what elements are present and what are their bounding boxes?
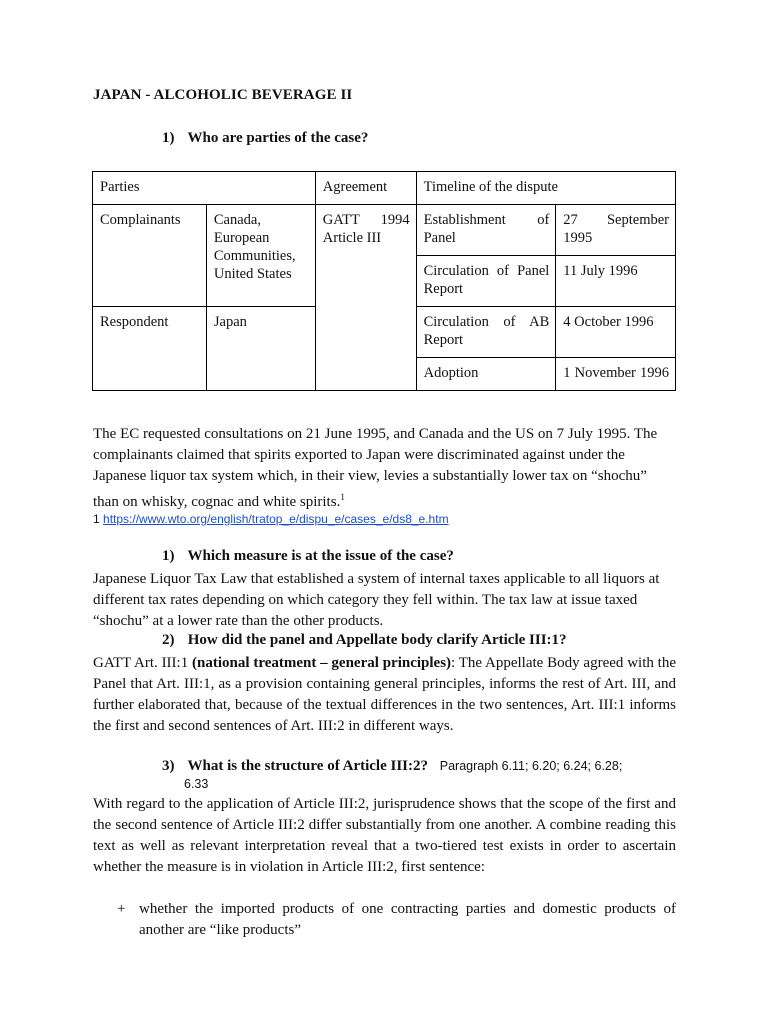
question-number: 3) [162,758,175,774]
timeline-date: 11 July 1996 [556,256,676,307]
measure-paragraph: Japanese Liquor Tax Law that established a system of internal taxes applicable to all liquors at different tax rates depending on which category they fell within. The tax law at issue taxed “shochu” at a lower rate than the other products. [93,571,660,629]
timeline-date: 1 November 1996 [556,358,676,391]
header-timeline: Timeline of the dispute [416,172,675,205]
agreement-value: GATT 1994 Article III [315,205,416,391]
header-parties: Parties [93,172,316,205]
question-number: 1) [162,130,175,146]
header-agreement: Agreement [315,172,416,205]
timeline-date: 27 September 1995 [556,205,676,256]
question-text: Who are parties of the case? [187,130,369,146]
respondent-value: Japan [206,307,315,391]
paragraph-body: : The Appellate Body agreed with the Panel that Art. III:1, as a provision containing general principles, informs the rest of Art. III, and further elaborated that, because of the textual differences in the two sentences, Art. III:1 informs the first and second sentences of Art. III:2 in different ways. [93,655,676,734]
parties-table [92,171,676,391]
article-iii-1-paragraph [93,653,676,737]
timeline-date: 4 October 1996 [556,307,676,358]
timeline-event: Adoption [416,358,556,391]
paragraph-reference-cont: 6.33 [184,777,209,791]
question-number: 1) [162,548,175,564]
respondent-label: Respondent [93,307,207,391]
table-row [93,205,676,256]
question-4-heading [162,758,622,775]
article-iii-2-paragraph: With regard to the application of Article III:2, jurisprudence shows that the scope of the first and the second sentence of Article III:2 differ substantially from one another. A combine reading this text as well as relevant interpretation reveal that a two-tiered test exists in order to ascertain whether the measure is in violation in Article III:2, first sentence: [93,796,676,875]
footnote-marker: 1 [340,492,345,502]
timeline-event: Establishment of Panel [416,205,556,256]
footnote-link[interactable]: https://www.wto.org/english/tratop_e/dispu_e/cases_e/ds8_e.htm [103,512,449,526]
footnote [93,512,449,526]
table-header-row [93,172,676,205]
document-title: JAPAN - ALCOHOLIC BEVERAGE II [93,87,353,103]
timeline-event: Circulation of AB Report [416,307,556,358]
intro-paragraph [93,424,676,513]
paragraph-lead: GATT Art. III:1 [93,655,189,671]
timeline-event: Circulation of Panel Report [416,256,556,307]
question-3-heading [162,632,567,649]
paragraph-bold-phrase: (national treatment – general principles) [192,655,452,671]
intro-paragraph-text: The EC requested consultations on 21 June 1995, and Canada and the US on 7 July 1995. The complainants claimed that spirits exported to Japan were discriminated against under the Japanese liquor tax system which, in their view, levies a substantially lower tax on “shochu” than on whisky, cognac and white spirits. [93,426,658,510]
bullet-symbol: + [117,901,126,917]
complainants-label: Complainants [93,205,207,307]
question-2-heading [162,548,454,565]
question-text: How did the panel and Appellate body clarify Article III:1? [187,632,567,648]
question-text: Which measure is at the issue of the case? [187,548,454,564]
paragraph-reference: Paragraph 6.11; 6.20; 6.24; 6.28; [439,759,623,773]
bullet-item: whether the imported products of one contracting parties and domestic products of another are “like products” [139,901,676,938]
complainants-value: Canada, European Communities, United States [206,205,315,307]
question-number: 2) [162,632,175,648]
question-1-heading [162,130,368,147]
footnote-number: 1 [93,512,100,526]
question-text: What is the structure of Article III:2? [187,758,429,774]
